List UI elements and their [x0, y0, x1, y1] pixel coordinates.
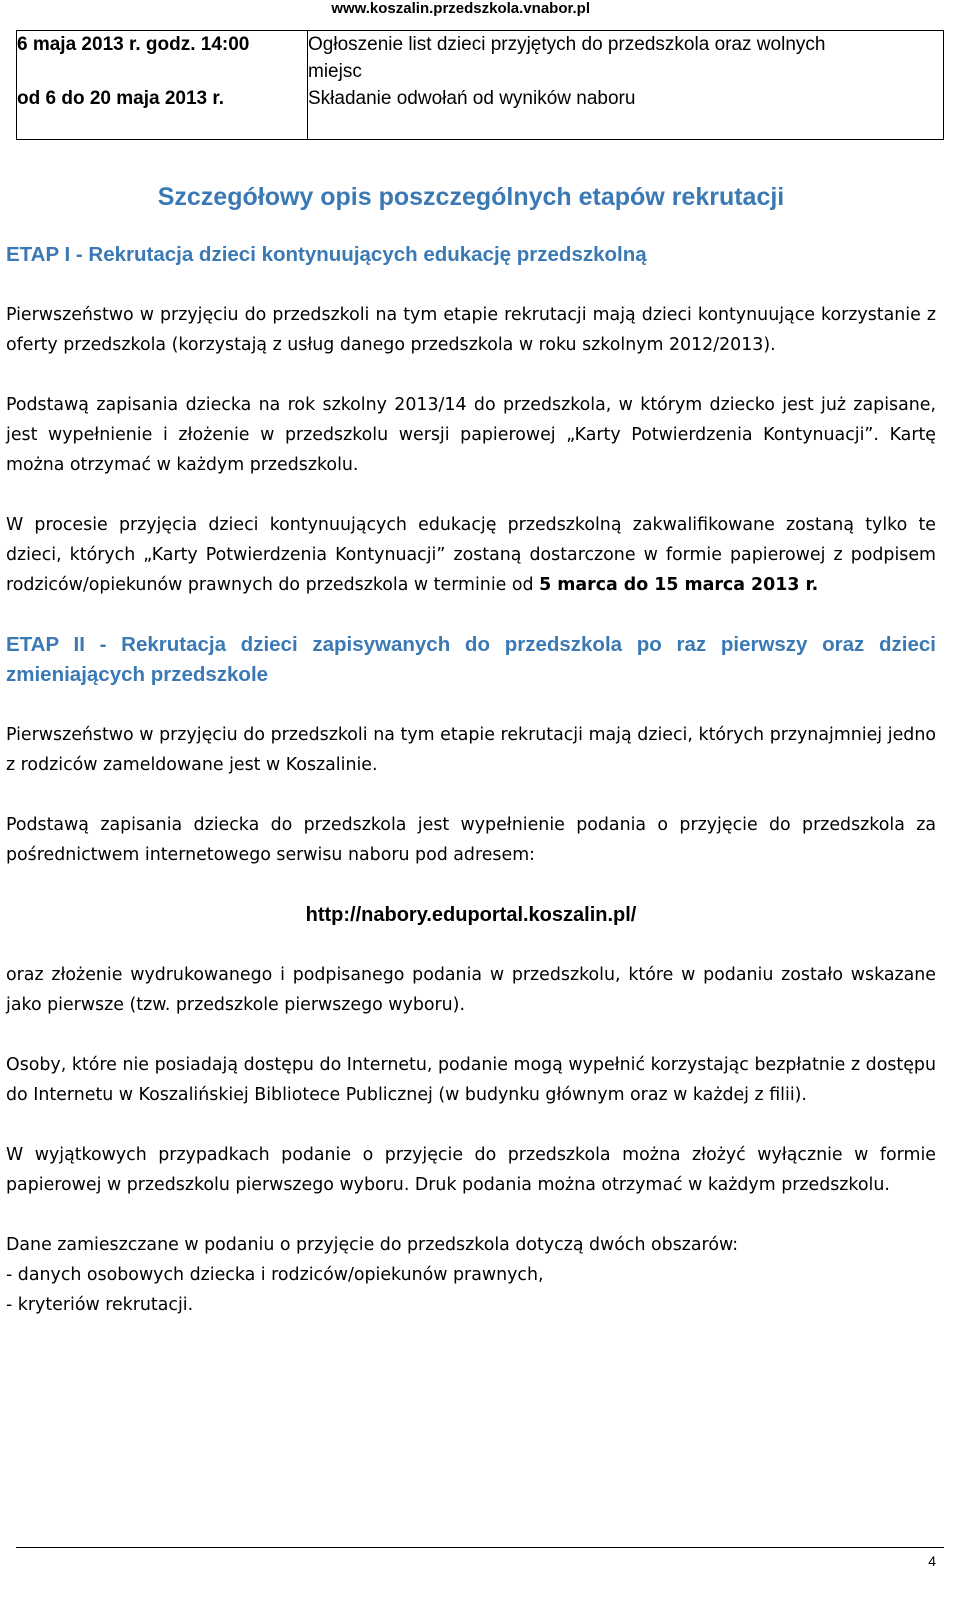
stage1-heading: ETAP I - Rekrutacja dzieci kontynuujących edukację przedszkolną [6, 243, 647, 266]
list-item: - kryteriów rekrutacji. [6, 1295, 194, 1315]
footer-divider [16, 1547, 944, 1548]
stage2-paragraph-2: Podstawą zapisania dziecka do przedszkola jest wypełnienie podania o przyjęcie do przedszkola za pośrednictwem internetowego serwisu naboru pod adresem: [6, 815, 936, 865]
stage1-paragraph-3 [6, 510, 936, 600]
schedule-description: miejsc [308, 61, 362, 82]
table-row [17, 31, 944, 140]
schedule-date: 6 maja 2013 r. godz. 14:00 [17, 34, 250, 55]
stage1-paragraph-2: Podstawą zapisania dziecka na rok szkolny 2013/14 do przedszkola, w którym dziecko jest już zapisane, jest wypełnienie i złożenie w przedszkolu wersji papierowej „Karty Potwierdzenia Kontynuacji”. Kartę można otrzymać w każdym przedszkolu. [6, 395, 936, 475]
stage1-paragraph-3-text: W procesie przyjęcia dzieci kontynuujących edukację przedszkolną zakwalifikowane zostaną tylko te dzieci, których „Karty Potwierdzenia Kontynuacji” zostaną dostarczone w formie papierowej z podpisem rodziców/opiekunów prawnych do przedszkola w terminie od [6, 515, 936, 595]
schedule-description: Składanie odwołań od wyników naboru [308, 88, 636, 109]
schedule-table [16, 30, 944, 140]
list-item: - danych osobowych dziecka i rodziców/opiekunów prawnych, [6, 1265, 544, 1285]
stage1-deadline: 5 marca do 15 marca 2013 r. [539, 575, 819, 595]
data-areas-intro: Dane zamieszczane w podaniu o przyjęcie do przedszkola dotyczą dwóch obszarów: [6, 1235, 739, 1255]
registration-url[interactable]: http://nabory.eduportal.koszalin.pl/ [305, 904, 637, 926]
stage1-paragraph-1: Pierwszeństwo w przyjęciu do przedszkoli na tym etapie rekrutacji mają dzieci kontynuujące korzystanie z oferty przedszkola (korzystają z usług danego przedszkola w roku szkolnym 2012/2013). [6, 305, 936, 355]
document-body [6, 180, 936, 1320]
table-cell-descriptions [308, 31, 944, 140]
stage2-paragraph-3: oraz złożenie wydrukowanego i podpisanego podania w przedszkolu, które w podaniu zostało wskazane jako pierwsze (tzw. przedszkole pierwszego wyboru). [6, 965, 936, 1015]
table-cell-dates [17, 31, 308, 140]
header-url: www.koszalin.przedszkola.vnabor.pl [331, 0, 590, 17]
stage2-heading: ETAP II - Rekrutacja dzieci zapisywanych do przedszkola po raz pierwszy oraz dzieci zmieniających przedszkole [6, 633, 936, 686]
stage2-paragraph-4: Osoby, które nie posiadają dostępu do Internetu, podanie mogą wypełnić korzystając bezpłatnie z dostępu do Internetu w Koszalińskiej Bibliotece Publicznej (w budynku głównym oraz w każdej z filii). [6, 1055, 936, 1105]
stage2-paragraph-5: W wyjątkowych przypadkach podanie o przyjęcie do przedszkola można złożyć wyłącznie w formie papierowej w przedszkolu pierwszego wyboru. Druk podania można otrzymać w każdym przedszkolu. [6, 1145, 936, 1195]
section-title: Szczegółowy opis poszczególnych etapów rekrutacji [157, 183, 785, 211]
data-areas [6, 1230, 936, 1320]
stage2-paragraph-1: Pierwszeństwo w przyjęciu do przedszkoli na tym etapie rekrutacji mają dzieci, których przynajmniej jedno z rodziców zameldowane jest w Koszalinie. [6, 725, 936, 775]
page-number: 4 [928, 1553, 936, 1569]
schedule-description: Ogłoszenie list dzieci przyjętych do przedszkola oraz wolnych [308, 34, 826, 55]
schedule-date: od 6 do 20 maja 2013 r. [17, 88, 224, 109]
